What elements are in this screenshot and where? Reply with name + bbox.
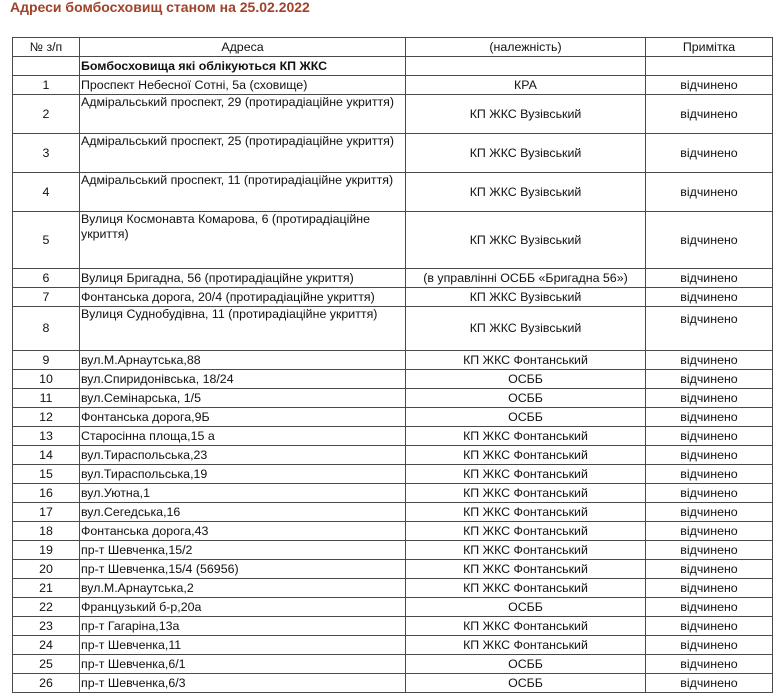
row-note: відчинено [646, 307, 773, 351]
table-row [13, 655, 773, 674]
row-owner: ОСББ [406, 389, 646, 408]
row-number: 13 [13, 427, 80, 446]
table-row [13, 522, 773, 541]
row-address: Фонтанська дорога,43 [80, 522, 406, 541]
row-owner: ОСББ [406, 655, 646, 674]
row-note: відчинено [646, 408, 773, 427]
row-address: вул.М.Арнаутська,88 [80, 351, 406, 370]
row-owner: КП ЖКС Фонтанський [406, 465, 646, 484]
row-owner: КП ЖКС Фонтанський [406, 427, 646, 446]
row-owner: (в управлінні ОСББ «Бригадна 56») [406, 269, 646, 288]
row-number: 8 [13, 307, 80, 351]
table-row [13, 212, 773, 269]
row-note: відчинено [646, 560, 773, 579]
row-number: 2 [13, 95, 80, 134]
table-row [13, 173, 773, 212]
row-address: Адміральський проспект, 29 (протирадіаційне укриття) [80, 95, 406, 134]
table-header-row [13, 38, 773, 57]
row-number: 15 [13, 465, 80, 484]
table-row [13, 560, 773, 579]
section-row [13, 57, 773, 76]
table-row [13, 134, 773, 173]
table-row [13, 427, 773, 446]
row-note: відчинено [646, 427, 773, 446]
row-owner: КП ЖКС Вузівський [406, 288, 646, 307]
row-number: 9 [13, 351, 80, 370]
row-number: 16 [13, 484, 80, 503]
row-note: відчинено [646, 288, 773, 307]
table-row [13, 288, 773, 307]
row-address: вул.Уютна,1 [80, 484, 406, 503]
row-address: вул.Семінарська, 1/5 [80, 389, 406, 408]
row-number: 7 [13, 288, 80, 307]
row-note: відчинено [646, 579, 773, 598]
row-address: Вулиця Суднобудівна, 11 (протирадіаційне укриття) [80, 307, 406, 351]
row-address: вул.Тираспольська,19 [80, 465, 406, 484]
section-number-cell [13, 57, 80, 76]
row-note: відчинено [646, 95, 773, 134]
row-number: 1 [13, 76, 80, 95]
row-address: Адміральський проспект, 11 (протирадіаційне укриття) [80, 173, 406, 212]
row-number: 6 [13, 269, 80, 288]
table-row [13, 503, 773, 522]
header-owner: (належність) [406, 38, 646, 57]
row-note: відчинено [646, 212, 773, 269]
table-row [13, 674, 773, 693]
header-address: Адреса [80, 38, 406, 57]
row-owner: КП ЖКС Фонтанський [406, 503, 646, 522]
row-number: 17 [13, 503, 80, 522]
row-number: 12 [13, 408, 80, 427]
table-row [13, 465, 773, 484]
table-row [13, 76, 773, 95]
row-note: відчинено [646, 674, 773, 693]
row-number: 5 [13, 212, 80, 269]
row-number: 21 [13, 579, 80, 598]
row-note: відчинено [646, 173, 773, 212]
row-note: відчинено [646, 598, 773, 617]
row-owner: КП ЖКС Фонтанський [406, 351, 646, 370]
row-note: відчинено [646, 522, 773, 541]
row-owner: КП ЖКС Фонтанський [406, 636, 646, 655]
row-number: 23 [13, 617, 80, 636]
row-owner: КП ЖКС Фонтанський [406, 541, 646, 560]
row-note: відчинено [646, 370, 773, 389]
row-owner: КП ЖКС Вузівський [406, 212, 646, 269]
table-row [13, 636, 773, 655]
row-address: вул.Спиридонівська, 18/24 [80, 370, 406, 389]
row-owner: ОСББ [406, 408, 646, 427]
row-number: 11 [13, 389, 80, 408]
header-note: Примітка [646, 38, 773, 57]
row-note: відчинено [646, 269, 773, 288]
row-owner: КРА [406, 76, 646, 95]
row-note: відчинено [646, 636, 773, 655]
row-address: Вулиця Бригадна, 56 (протирадіаційне укриття) [80, 269, 406, 288]
row-number: 3 [13, 134, 80, 173]
table-row [13, 307, 773, 351]
row-owner: КП ЖКС Фонтанський [406, 522, 646, 541]
row-address: пр-т Шевченка,6/1 [80, 655, 406, 674]
row-address: Фонтанська дорога,9Б [80, 408, 406, 427]
row-number: 24 [13, 636, 80, 655]
row-address: Адміральський проспект, 25 (протирадіаційне укриття) [80, 134, 406, 173]
row-owner: КП ЖКС Вузівський [406, 173, 646, 212]
row-note: відчинено [646, 541, 773, 560]
row-owner: ОСББ [406, 674, 646, 693]
row-address: пр-т Шевченка,6/3 [80, 674, 406, 693]
row-number: 10 [13, 370, 80, 389]
table-row [13, 446, 773, 465]
row-address: пр-т Гагаріна,13а [80, 617, 406, 636]
row-owner: КП ЖКС Фонтанський [406, 446, 646, 465]
row-address: пр-т Шевченка,15/2 [80, 541, 406, 560]
row-owner: КП ЖКС Вузівський [406, 134, 646, 173]
row-number: 19 [13, 541, 80, 560]
row-note: відчинено [646, 503, 773, 522]
table-row [13, 389, 773, 408]
row-number: 20 [13, 560, 80, 579]
row-address: Старосінна площа,15 а [80, 427, 406, 446]
row-note: відчинено [646, 134, 773, 173]
row-address: вул.Сегедська,16 [80, 503, 406, 522]
shelters-table [12, 37, 773, 693]
row-address: вул.М.Арнаутська,2 [80, 579, 406, 598]
row-address: Вулиця Космонавта Комарова, 6 (протирадіаційне укриття) [80, 212, 406, 269]
row-number: 4 [13, 173, 80, 212]
row-owner: КП ЖКС Фонтанський [406, 579, 646, 598]
row-note: відчинено [646, 465, 773, 484]
row-owner: КП ЖКС Вузівський [406, 307, 646, 351]
row-owner: ОСББ [406, 598, 646, 617]
row-address: вул.Тираспольська,23 [80, 446, 406, 465]
table-row [13, 484, 773, 503]
table-row [13, 617, 773, 636]
row-number: 18 [13, 522, 80, 541]
table-row [13, 541, 773, 560]
section-title: Бомбосховища які облікуються КП ЖКС [80, 57, 406, 76]
row-address: Проспект Небесної Сотні, 5а (сховище) [80, 76, 406, 95]
row-note: відчинено [646, 484, 773, 503]
row-note: відчинено [646, 446, 773, 465]
row-note: відчинено [646, 76, 773, 95]
section-owner-cell [406, 57, 646, 76]
row-address: Фонтанська дорога, 20/4 (протирадіаційне укриття) [80, 288, 406, 307]
row-owner: КП ЖКС Вузівський [406, 95, 646, 134]
table-row [13, 579, 773, 598]
row-owner: КП ЖКС Фонтанський [406, 617, 646, 636]
row-address: пр-т Шевченка,11 [80, 636, 406, 655]
table-row [13, 598, 773, 617]
page-title: Адреси бомбосховищ станом на 25.02.2022 [10, 0, 310, 15]
row-note: відчинено [646, 351, 773, 370]
row-number: 14 [13, 446, 80, 465]
table-row [13, 370, 773, 389]
table-row [13, 269, 773, 288]
row-note: відчинено [646, 617, 773, 636]
table-row [13, 408, 773, 427]
row-owner: КП ЖКС Фонтанський [406, 560, 646, 579]
table-row [13, 95, 773, 134]
row-note: відчинено [646, 655, 773, 674]
row-owner: ОСББ [406, 370, 646, 389]
row-number: 22 [13, 598, 80, 617]
row-number: 25 [13, 655, 80, 674]
row-owner: КП ЖКС Фонтанський [406, 484, 646, 503]
header-number: № з/п [13, 38, 80, 57]
table-row [13, 351, 773, 370]
row-note: відчинено [646, 389, 773, 408]
row-address: Французький б-р,20а [80, 598, 406, 617]
row-number: 26 [13, 674, 80, 693]
section-note-cell [646, 57, 773, 76]
row-address: пр-т Шевченка,15/4 (56956) [80, 560, 406, 579]
